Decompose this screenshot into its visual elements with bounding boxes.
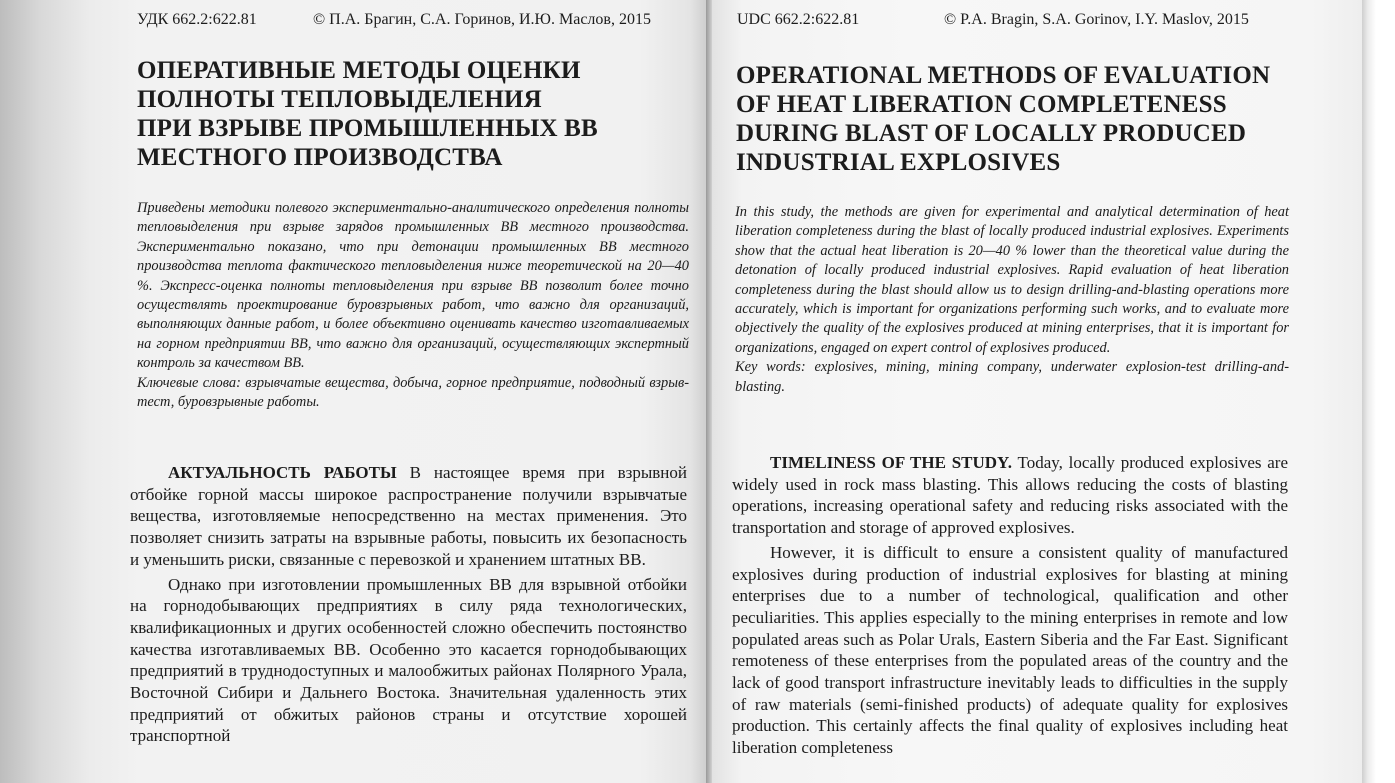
body-section xyxy=(732,452,1288,759)
section-heading: TIMELINESS OF THE STUDY. xyxy=(770,453,1013,472)
article-title xyxy=(137,56,598,172)
abstract-block xyxy=(735,203,1289,397)
title-line: OPERATIONAL METHODS OF EVALUATION xyxy=(736,62,1271,89)
title-line: ПРИ ВЗРЫВЕ ПРОМЫШЛЕННЫХ ВВ xyxy=(137,115,598,142)
paragraph: However, it is difficult to ensure a consistent quality of manufactured explosives during production of industrial explosives for blasting at mining enterprises due to a number of technological, qualification and other peculiarities. This applies especially to the mining enterprises in remote and low populated areas such as Polar Urals, Eastern Siberia and the Far East. Significant remoteness of these enterprises from the populated areas of the country and the lack of good transport infrastructure inevitably leads to difficulties in the supply of raw materials (semi-finished products) of adequate quality for explosives production. This certainly affects the final quality of explosives including heat liberation completeness xyxy=(732,542,1288,758)
title-line: ОПЕРАТИВНЫЕ МЕТОДЫ ОЦЕНКИ xyxy=(137,57,581,84)
title-line: INDUSTRIAL EXPLOSIVES xyxy=(736,149,1061,176)
udc-code: UDC 662.2:622.81 xyxy=(737,11,860,28)
abstract: Приведены методики полевого экспериментально-аналитического определения полноты тепловыделения при взрыве зарядов промышленных ВВ местного производства. Экспериментально показано, что при детонации промышленных ВВ местного производства теплота фактического тепловыделения ниже теоретической на 20—40 %. Экспресс-оценка полноты тепловыделения при взрыве ВВ позволит более точно осуществлять проектирование буровзрывных работ, что важно для организаций, выполняющих данные работ, и более объективно оценивать качество изготавливаемых на горном предприятии ВВ, что важно для организаций, осуществляющих экспертный контроль за качеством ВВ. xyxy=(137,200,689,372)
page-edge xyxy=(1362,0,1395,783)
section-heading: АКТУАЛЬНОСТЬ РАБОТЫ xyxy=(168,463,397,482)
abstract-block xyxy=(137,199,689,412)
title-line: МЕСТНОГО ПРОИЗВОДСТВА xyxy=(137,144,503,171)
keywords: Key words: explosives, mining, mining company, underwater explosion-test drilling-and-blasting. xyxy=(735,359,1289,395)
paragraph: Однако при изготовлении промышленных ВВ для взрывной отбойки на горнодобывающих предприятиях в силу ряда технологических, квалификационных и других особенностей сложно обеспечить постоянство качества изготавливаемых ВВ. Особенно это касается горнодобывающих предприятий в труднодоступных и малообжитых районах Полярного Урала, Восточной Сибири и Дальнего Востока. Значительная удаленность этих предприятий от обжитых районов страны и отсутствие хорошей транспортной xyxy=(130,574,687,746)
paragraph xyxy=(732,452,1288,539)
title-line: OF HEAT LIBERATION COMPLETENESS xyxy=(736,91,1227,118)
title-line: ПОЛНОТЫ ТЕПЛОВЫДЕЛЕНИЯ xyxy=(137,86,542,113)
paragraph-text: Today, locally produced explosives are widely used in rock mass blasting. This allows reducing the costs of blasting operations, increasing operational safety and reducing risks associated with the transportation and storage of approved explosives. xyxy=(732,453,1289,538)
article-title xyxy=(736,61,1270,177)
udc-code: УДК 662.2:622.81 xyxy=(137,11,257,28)
keywords: Ключевые слова: взрывчатые вещества, добыча, горное предприятие, подводный взрыв-тест, буровзрывные работы. xyxy=(137,374,689,411)
paragraph xyxy=(130,462,687,571)
abstract: In this study, the methods are given for experimental and analytical determination of heat liberation completeness during the blast of locally produced industrial explosives. Experiments show that the actual heat liberation is 20—40 % lower than the theoretical value during the detonation of locally produced industrial explosives. Rapid evaluation of heat liberation completeness during the blast should allow us to design drilling-and-blasting operations more accurately, which is important for organizations performing such works, and to evaluate more objectively the quality of the explosives produced at mining enterprises, that it is important for organizations, engaged on expert control of explosives produced. xyxy=(735,204,1289,356)
body-section xyxy=(130,462,687,747)
author-copyright: © П.А. Брагин, С.А. Горинов, И.Ю. Маслов, 2015 xyxy=(313,11,651,28)
title-line: DURING BLAST OF LOCALLY PRODUCED xyxy=(736,120,1247,147)
right-page xyxy=(712,0,1362,783)
paragraph-text: В настоящее время при взрывной отбойке горной массы широкое распространение получили взрывчатые вещества, изготовляемые непосредственно на местах применения. Это позволяет снизить затраты на взрывные работы, повысить их безопасность и уменьшить риски, связанные с перевозкой и хранением штатных ВВ. xyxy=(130,463,687,569)
author-copyright: © P.A. Bragin, S.A. Gorinov, I.Y. Maslov, 2015 xyxy=(944,11,1249,28)
